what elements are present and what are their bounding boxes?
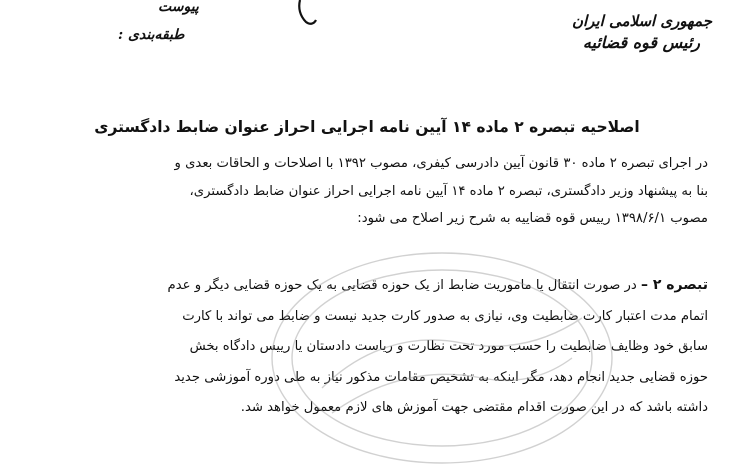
paragraph-line: مصوب ۱۳۹۸/۶/۱ رییس قوه قضاییه به شرح زیر اصلاح می شود: bbox=[357, 211, 708, 226]
classification-label: طبقه‌بندی : bbox=[118, 27, 185, 43]
header-left bbox=[118, 0, 238, 46]
paragraph-line: در اجرای تبصره ۲ ماده ۳۰ قانون آیین دادرسی کیفری، مصوب ۱۳۹۲ با اصلاحات و الحاقات بعدی و bbox=[174, 156, 708, 171]
paragraph-line: حوزه قضایی جدید انجام دهد، مگر اینکه به تشخیص مقامات مذکور نیاز به طی دوره آموزشی جدید bbox=[174, 369, 708, 385]
document-title: اصلاحیه تبصره ۲ ماده ۱۴ آیین نامه اجرایی احراز عنوان ضابط دادگستری bbox=[94, 118, 640, 136]
paragraph-line: سابق خود وظایف ضابطیت را حسب مورد تحت نظارت و ریاست دادستان یا رییس دادگاه بخش bbox=[189, 339, 708, 354]
paragraph-line: اتمام مدت اعتبار کارت ضابطیت وی، نیازی به صدور کارت جدید نیست و ضابط می تواند با کارت bbox=[182, 308, 708, 324]
note-lead: تبصره ۲ – bbox=[640, 277, 708, 293]
paragraph-line: بنا به پیشنهاد وزیر دادگستری، تبصره ۲ ماده ۱۴ آیین نامه اجرایی احراز عنوان ضابط دادگستری، bbox=[189, 183, 708, 199]
attachment-label: پیوست bbox=[158, 0, 199, 15]
note-first-line: در صورت انتقال یا ماموریت ضابط از یک حوزه قضایی به یک حوزه قضایی دیگر و عدم bbox=[167, 278, 641, 293]
office-name: رئیس قوه قضائیه bbox=[582, 33, 700, 52]
paragraph-intro bbox=[18, 150, 708, 233]
emblem-fragment bbox=[296, 0, 318, 28]
paragraph-note-2 bbox=[18, 270, 708, 424]
country-name: جمهوری اسلامی ایران bbox=[571, 12, 712, 30]
header-right bbox=[532, 10, 712, 54]
paragraph-line: داشته باشد که در این صورت اقدام مقتضی جهت آموزش های لازم معمول خواهد شد. bbox=[240, 400, 708, 415]
paragraph-line bbox=[18, 270, 708, 302]
